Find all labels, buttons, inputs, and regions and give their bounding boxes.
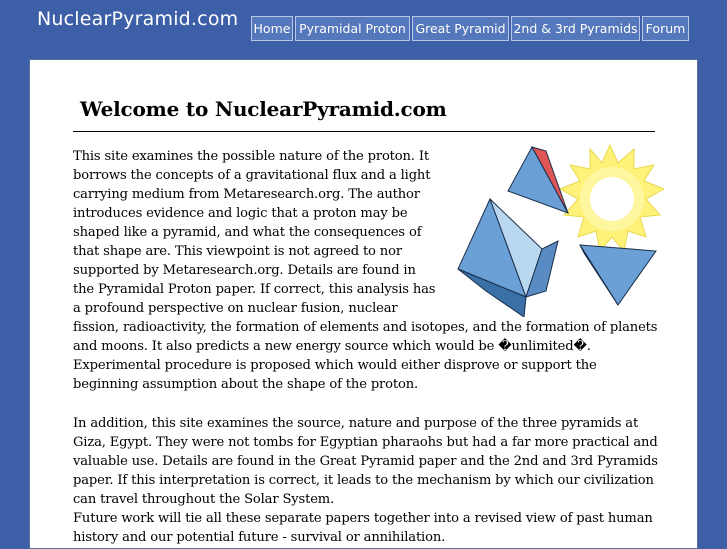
- pyramids-and-sun-illustration: [446, 141, 668, 317]
- right-pyramid-icon: [580, 245, 656, 305]
- intro-text: This site examines the possible nature of the proton. It borrows the concepts of a gravitational flux and a light carrying medium from Metaresearch.org. The author introduces evidence and logic that a proton may be shaped like a pyramid, and what the consequences of that shape are. This viewpoint is not agreed to nor supported by Metaresearch.org. Details are found in the Pyramidal Proton paper. If correct, this analysis has a profound perspective on nuclear fusion, nuclear fission, radioactivity, the formation of elements and isotopes, and the formation of planets and moons. It also predicts a new energy source which would be �unlimited�. Experimental procedure is proposed which would either disprove or support the beginning assumption about the shape of the proton.: [73, 149, 658, 392]
- title-divider: [73, 131, 655, 132]
- nav-great-pyramid[interactable]: Great Pyramid: [412, 16, 509, 41]
- giza-paragraph: In addition, this site examines the source, nature and purpose of the three pyramids at Giza, Egypt. They were not tombs for Egyptian pharaohs but had a far more practical and valuable use. Details are found in the Great Pyramid paper and the 2nd and 3rd Pyramids paper. If this interpretation is correct, it leads to the mechanism by which our civilization can travel throughout the Solar System.: [73, 416, 658, 507]
- left-pyramid-icon: [458, 199, 558, 317]
- nav-home[interactable]: Home: [251, 16, 293, 41]
- sun-icon: [560, 145, 664, 251]
- nav-forum[interactable]: Forum: [642, 16, 689, 41]
- nav-2nd-3rd-pyramids[interactable]: 2nd & 3rd Pyramids: [511, 16, 640, 41]
- future-work-paragraph: Future work will tie all these separate papers together into a revised view of past human history and our potential future - survival or annihilation.: [73, 511, 653, 545]
- intro-paragraph: [73, 147, 658, 394]
- site-title[interactable]: NuclearPyramid.com: [37, 8, 239, 30]
- site-header: [30, 0, 697, 59]
- top-pyramid-icon: [508, 147, 568, 213]
- content-panel: [29, 59, 698, 549]
- nav-pyramidal-proton[interactable]: Pyramidal Proton: [295, 16, 410, 41]
- page-title: Welcome to NuclearPyramid.com: [80, 97, 447, 121]
